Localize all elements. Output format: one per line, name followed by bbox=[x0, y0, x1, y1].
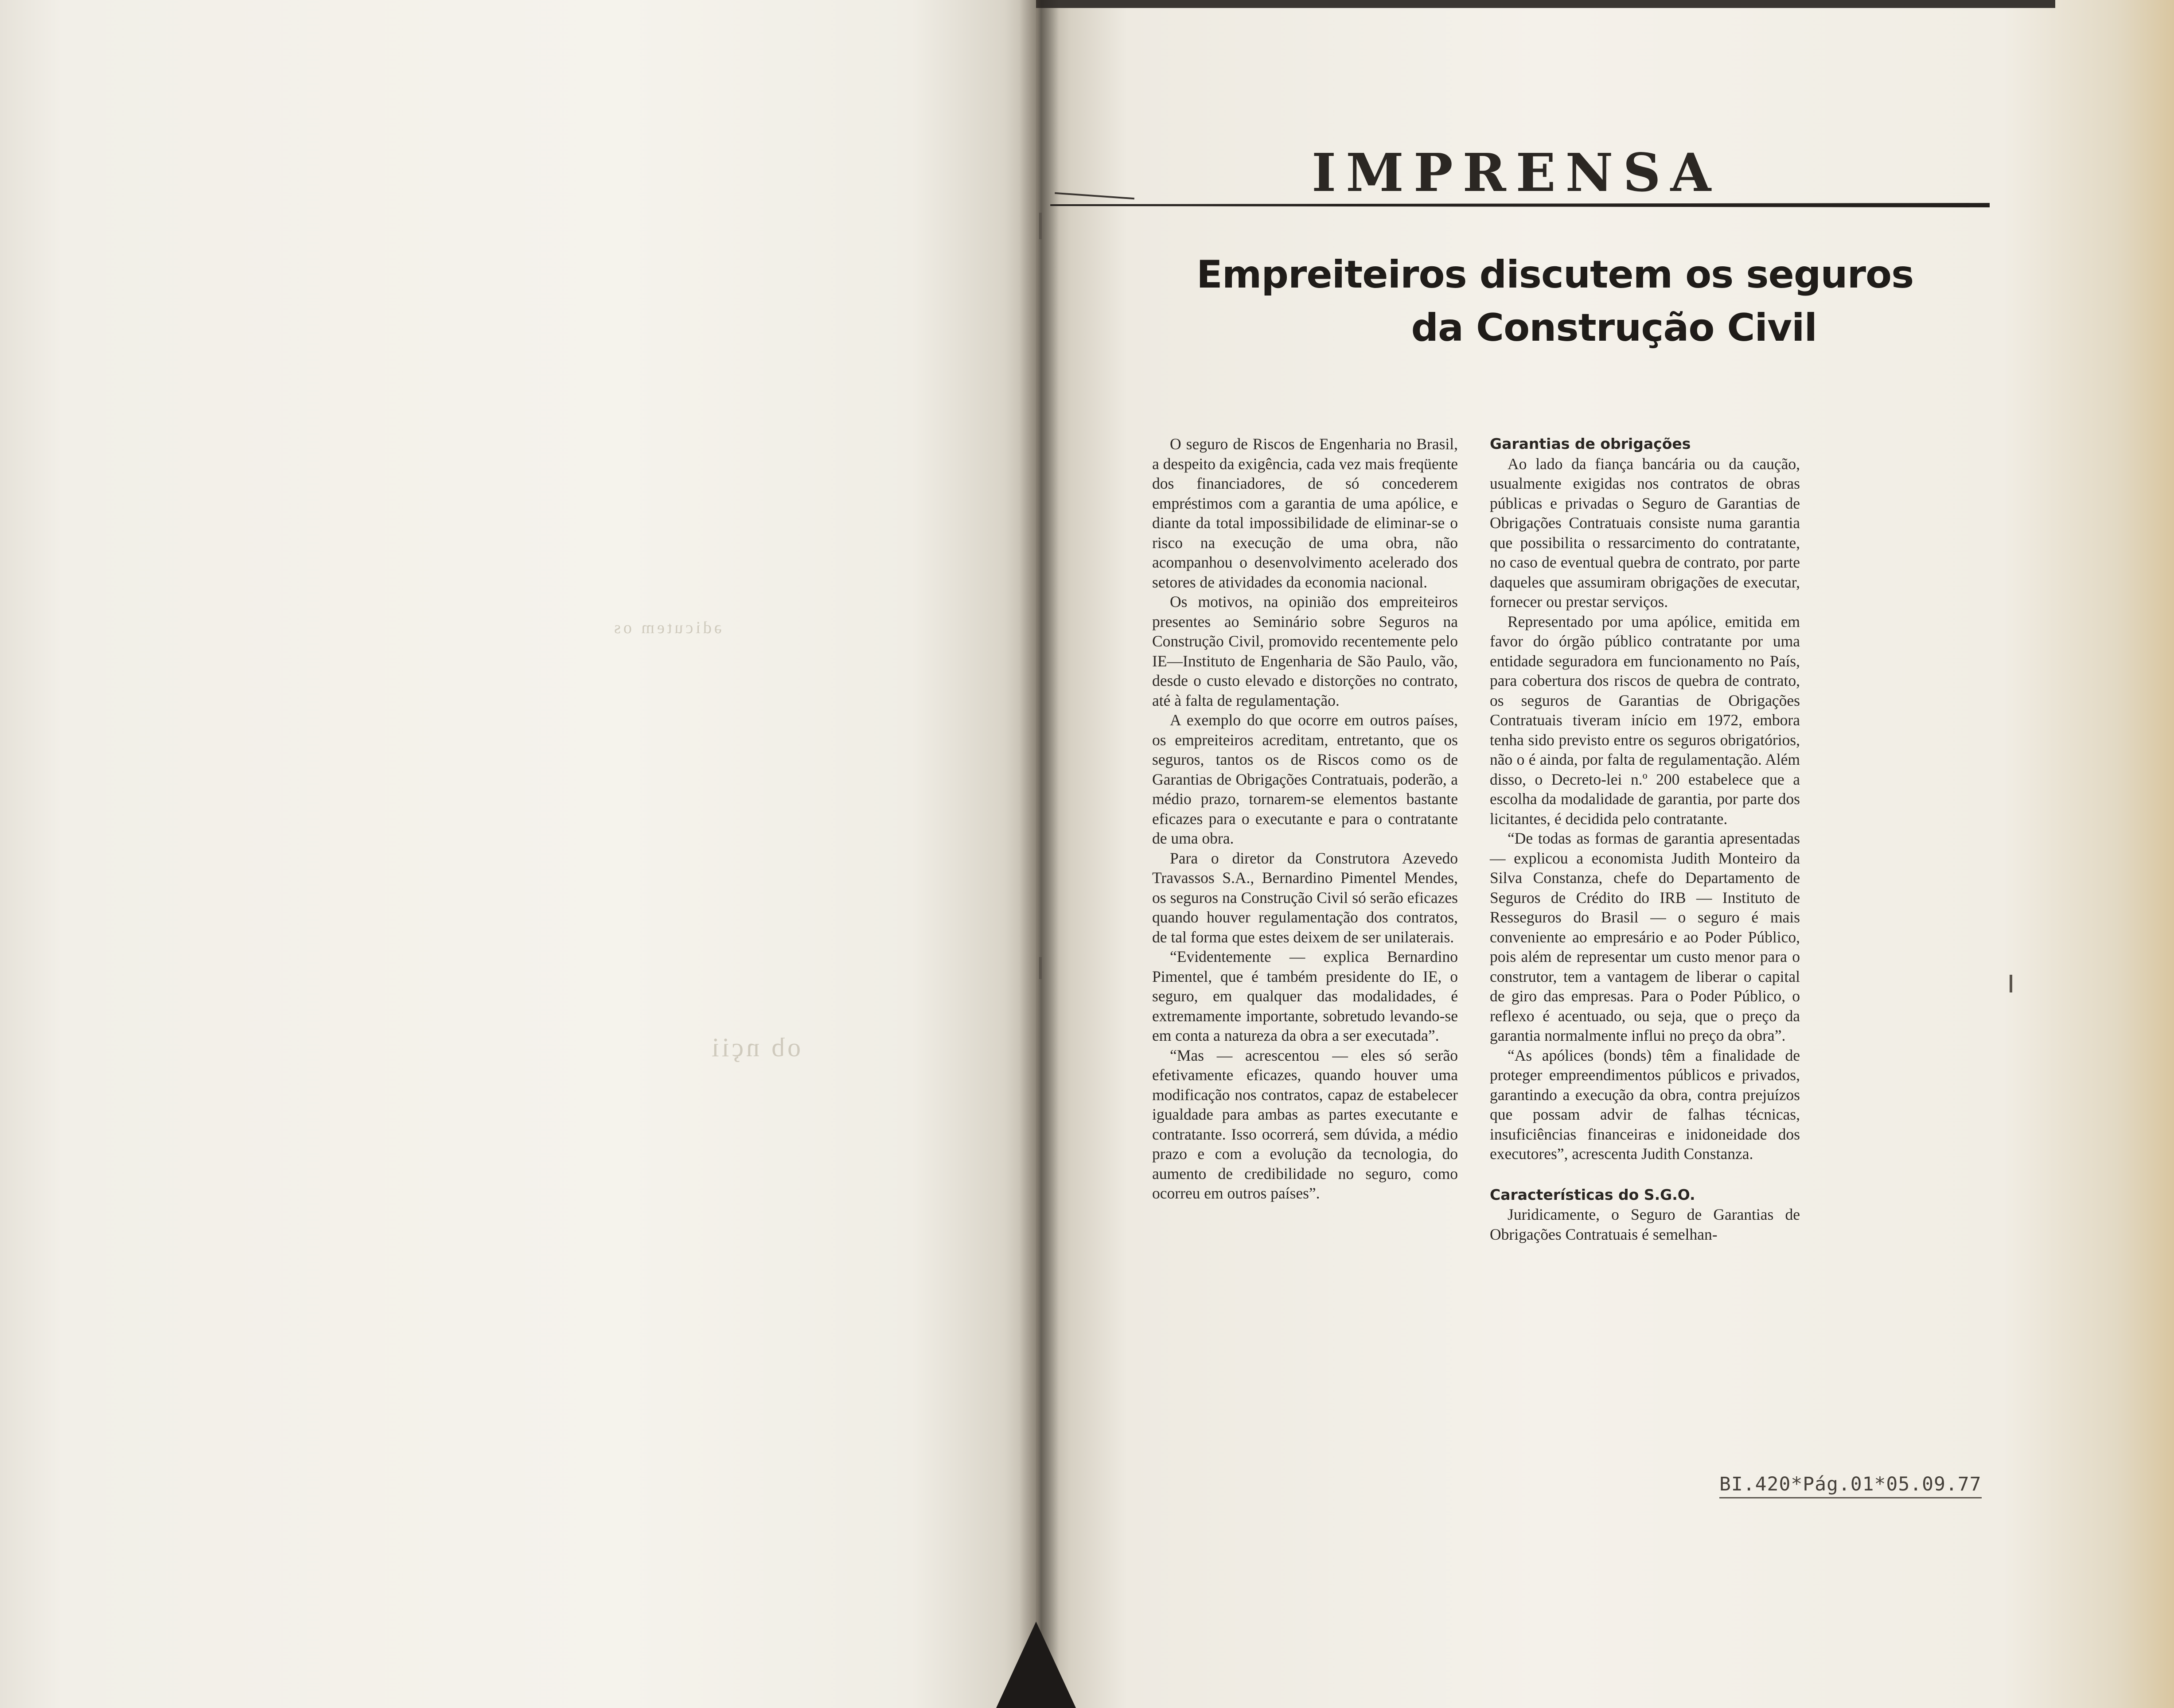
bulletin-reference: BI.420*Pág.01*05.09.77 bbox=[1719, 1473, 1982, 1498]
paragraph: “De todas as formas de garantia apresentadas — explicou a economista Judith Monteiro da Silva Constanza, chefe do Departamento de Seguros de Crédito do IRB — Instituto de Resseguros do Brasil — o seguro é mais conveniente ao empresário e ao Poder Público, pois além de representar um custo menor para o construtor, tem a vantagem de liberar o capital de giro das empresas. Para o Poder Público, o reflexo é acentuado, ou seja, que o preço da garantia normalmente influi no preço da obra”. bbox=[1490, 829, 1800, 1044]
book-gutter bbox=[1019, 0, 1059, 1708]
paragraph: “Evidentemente — explica Bernardino Pimentel, que é também presidente do IE, o seguro, em qualquer das modalidades, é extremamente importante, sobretudo levando-se em conta a natureza da obra a ser executada”. bbox=[1152, 948, 1458, 1044]
paragraph: Para o diretor da Construtora Azevedo Travassos S.A., Bernardino Pimentel Mendes, os seguros na Construção Civil só serão eficazes quando houver regulamentação dos contratos, de tal forma que estes deixem de ser unilaterais. bbox=[1152, 849, 1458, 946]
page-top-edge bbox=[1036, 0, 2055, 8]
margin-mark bbox=[1039, 957, 1042, 979]
margin-mark bbox=[2010, 975, 2012, 992]
headline-line: Empreiteiros discutem os seguros bbox=[1196, 253, 1914, 297]
paragraph: A exemplo do que ocorre em outros países, os empreiteiros acreditam, entretanto, que os seguros, tantos os de Riscos como os de Garantias de Obrigações Contratuais, poderão, a médio prazo, tornarem-se elementos bastante eficazes para o executante e para o contratante de uma obra. bbox=[1152, 711, 1458, 847]
paragraph: “Mas — acrescentou — eles só serão efetivamente eficazes, quando houver uma modificação nos contratos, capaz de estabelecer igualdade para ambas as partes executante e contratante. Isso ocorrerá, sem dúvida, a médio prazo e com a evolução da tecnologia, do aumento de credibilidade no seguro, como ocorreu em outros países”. bbox=[1152, 1046, 1458, 1202]
article-column-left bbox=[1152, 434, 1458, 1203]
paragraph: Os motivos, na opinião dos empreiteiros presentes ao Seminário sobre Seguros na Construção Civil, promovido recentemente pelo IE—Instituto de Engenharia de São Paulo, vão, desde o custo elevado e distorções no contrato, até à falta de regulamentação. bbox=[1152, 593, 1458, 709]
paragraph: Representado por uma apólice, emitida em favor do órgão público contratante por uma entidade seguradora em funcionamento no País, para cobertura dos riscos de quebra de contrato, os seguros de Garantias de Obrigações Contratuais tiveram início em 1972, embora tenha sido previsto entre os seguros obrigatórios, não o é ainda, por falta de regulamentação. Além disso, o Decreto-lei n.º 200 estabelece que a escolha da modalidade de garantia, por parte dos licitantes, é decidida pelo contratante. bbox=[1490, 612, 1800, 828]
article-column-right bbox=[1490, 434, 1800, 1244]
paragraph: “As apólices (bonds) têm a finalidade de proteger empreendimentos públicos e privados, garantindo a execução da obra, contra prejuízos que possam advir de falhas técnicas, insuficiências financeiras e inidoneidade dos executores”, acrescenta Judith Constanza. bbox=[1490, 1046, 1800, 1163]
bleed-through-text: ədicutem os bbox=[612, 619, 722, 637]
paragraph: O seguro de Riscos de Engenharia no Brasil, a despeito da exigência, cada vez mais freqüente dos financiadores, de só concederem empréstimos com a garantia de uma apólice, e diante da total impossibilidade de eliminar-se o risco na execução de uma obra, não acompanhou o desenvolvimento acelerado dos setores de atividades da economia nacional. bbox=[1152, 435, 1458, 591]
binding-shadow bbox=[996, 1622, 1076, 1708]
paragraph: Juridicamente, o Seguro de Garantias de Obrigações Contratuais é semelhan- bbox=[1490, 1206, 1800, 1243]
bleed-through-text: ob nçii bbox=[709, 1033, 801, 1062]
article-headline bbox=[1196, 248, 1914, 354]
subheading: Características do S.G.O. bbox=[1490, 1186, 1695, 1203]
margin-mark bbox=[1039, 213, 1042, 239]
left-page-blank bbox=[0, 0, 1036, 1708]
subheading: Garantias de obrigações bbox=[1490, 435, 1691, 452]
paragraph: Ao lado da fiança bancária ou da caução, usualmente exigidas nos contratos de obras públicas e privadas o Seguro de Garantias de Obrigações Contratuais consiste numa garantia que possibilita o ressarcimento do contratante, no caso de eventual quebra de contrato, por parte daqueles que assumiram obrigações de executar, fornecer ou prestar serviços. bbox=[1490, 455, 1800, 611]
section-title: IMPRENSA bbox=[1312, 142, 1721, 203]
headline-line: da Construção Civil bbox=[1411, 306, 1817, 350]
